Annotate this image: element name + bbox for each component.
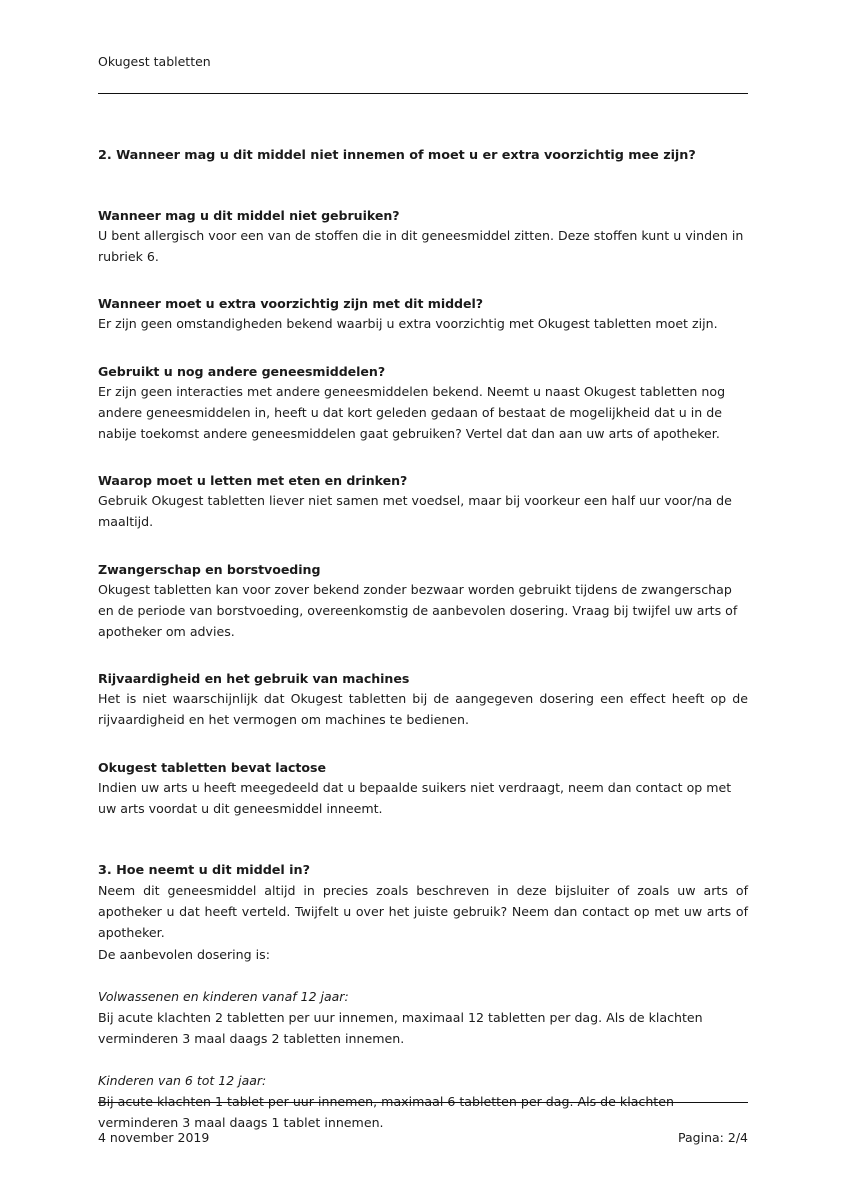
dosing-group-adults bbox=[98, 986, 748, 1049]
subsection-rijvaardigheid-machines bbox=[98, 669, 748, 730]
subsection-body: Het is niet waarschijnlijk dat Okugest tabletten bij de aangegeven dosering een effect heeft op de rijvaardigheid en het vermogen om machines te bedienen. bbox=[98, 691, 748, 728]
subsection-bevat-lactose bbox=[98, 758, 748, 819]
subsection-body: Er zijn geen interacties met andere geneesmiddelen bekend. Neemt u naast Okugest tabletten nog andere geneesmiddelen in, heeft u dat kort geleden gedaan of bestaat de mogelijkheid dat u in de nabije toekomst andere geneesmiddelen gaat gebruiken? Vertel dat dan aan uw arts of apotheker. bbox=[98, 383, 726, 442]
subsection-body: U bent allergisch voor een van de stoffen die in dit geneesmiddel zitten. Deze stoffen kunt u vinden in rubriek 6. bbox=[98, 228, 744, 265]
section-heading-2: 2. Wanneer mag u dit middel niet innemen of moet u er extra voorzichtig mee zijn? bbox=[98, 148, 696, 163]
dosing-lead: De aanbevolen dosering is: bbox=[98, 946, 270, 962]
dosing-group-label: Kinderen van 6 tot 12 jaar: bbox=[98, 1073, 267, 1089]
dosing-group-body: Bij acute klachten 2 tabletten per uur innemen, maximaal 12 tabletten per dag. Als de klachten verminderen 3 maal daags 2 tabletten innemen. bbox=[98, 1009, 703, 1047]
dosing-group-body: Bij acute klachten 1 tablet per uur innemen, maximaal 6 tabletten per dag. Als de klachten verminderen 3 maal daags 1 tablet innemen. bbox=[98, 1094, 674, 1131]
footer-page-value: 2/4 bbox=[727, 1130, 748, 1145]
subsection-heading: Rijvaardigheid en het gebruik van machines bbox=[98, 671, 410, 687]
footer-date: 4 november 2019 bbox=[98, 1130, 210, 1145]
subsection-body: Gebruik Okugest tabletten liever niet samen met voedsel, maar bij voorkeur een half uur voor/na de maaltijd. bbox=[98, 493, 732, 530]
subsection-body: Okugest tabletten kan voor zover bekend zonder bezwaar worden gebruikt tijdens de zwangerschap en de periode van borstvoeding, overeenkomstig de aanbevolen dosering. Vraag bij twijfel uw arts of apotheker om advies. bbox=[98, 581, 738, 640]
section-3-intro: Neem dit geneesmiddel altijd in precies zoals beschreven in deze bijsluiter of zoals uw arts of apotheker u dat heeft verteld. Twijfelt u over het juiste gebruik? Neem dan contact op met uw arts of apotheker. bbox=[98, 883, 748, 941]
footer-page-label: Pagina: bbox=[678, 1130, 724, 1145]
subsection-heading: Waarop moet u letten met eten en drinken? bbox=[98, 473, 408, 489]
footer-page-number bbox=[678, 1129, 748, 1146]
running-header: Okugest tabletten bbox=[98, 54, 211, 69]
subsection-heading: Wanneer moet u extra voorzichtig zijn met dit middel? bbox=[98, 296, 484, 312]
subsection-andere-geneesmiddelen bbox=[98, 362, 748, 445]
subsection-eten-en-drinken bbox=[98, 471, 748, 532]
section-heading-3: 3. Hoe neemt u dit middel in? bbox=[98, 863, 310, 879]
subsection-extra-voorzichtig bbox=[98, 294, 748, 334]
subsection-heading: Gebruikt u nog andere geneesmiddelen? bbox=[98, 363, 386, 379]
page-content bbox=[98, 0, 748, 1134]
subsection-body: Indien uw arts u heeft meegedeeld dat u bepaalde suikers niet verdraagt, neem dan contact op met uw arts voordat u dit geneesmiddel inneemt. bbox=[98, 779, 732, 816]
document-body bbox=[98, 94, 748, 1134]
page-footer bbox=[98, 1102, 748, 1146]
subsection-heading: Wanneer mag u dit middel niet gebruiken? bbox=[98, 208, 400, 223]
subsection-body: Er zijn geen omstandigheden bekend waarbij u extra voorzichtig met Okugest tabletten moet zijn. bbox=[98, 316, 718, 332]
subsection-niet-gebruiken bbox=[98, 206, 748, 267]
dosing-group-label: Volwassenen en kinderen vanaf 12 jaar: bbox=[98, 988, 349, 1004]
footer-row bbox=[98, 1103, 748, 1146]
subsection-heading: Okugest tabletten bevat lactose bbox=[98, 759, 326, 775]
subsection-heading: Zwangerschap en borstvoeding bbox=[98, 561, 321, 577]
subsection-zwangerschap-borstvoeding bbox=[98, 560, 748, 643]
